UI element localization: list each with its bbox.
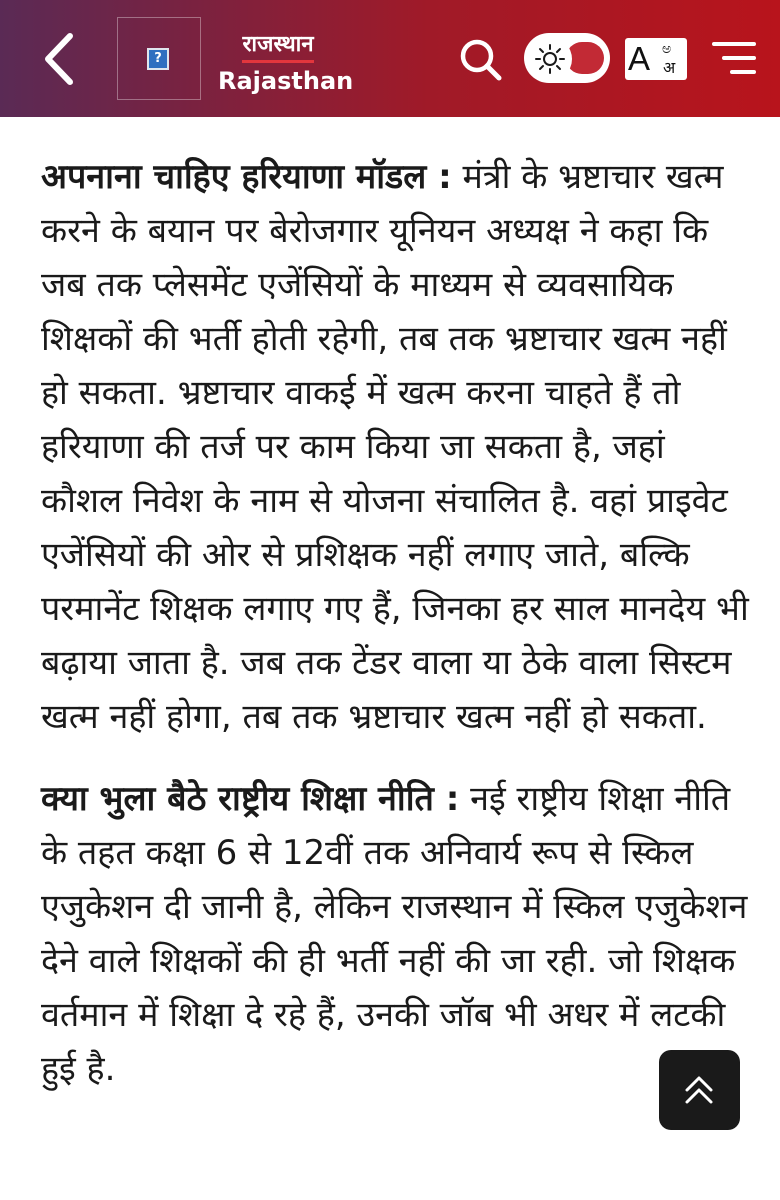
chevron-left-icon xyxy=(36,26,84,92)
menu-bar xyxy=(712,42,756,46)
back-button[interactable] xyxy=(36,26,84,92)
paragraph-heading: अपनाना चाहिए हरियाणा मॉडल : xyxy=(41,157,452,197)
edition-name-english[interactable]: Rajasthan xyxy=(218,67,354,95)
menu-bar xyxy=(722,56,756,60)
language-switch-button[interactable] xyxy=(625,38,687,80)
scroll-to-top-button[interactable] xyxy=(659,1050,740,1130)
theme-toggle[interactable] xyxy=(524,33,610,83)
menu-button[interactable] xyxy=(712,40,756,76)
sun-icon xyxy=(528,37,572,81)
article-paragraph xyxy=(41,150,753,744)
toggle-knob xyxy=(528,37,572,81)
paragraph-heading: क्या भुला बैठे राष्ट्रीय शिक्षा नीति : xyxy=(41,779,460,819)
menu-bar xyxy=(730,70,756,74)
paragraph-text: नई राष्ट्रीय शिक्षा नीति के तहत कक्षा 6 से 12वीं तक अनिवार्य रूप से स्किल एजुकेशन दी जानी है, लेकिन राजस्थान में स्किल एजुकेशन देने वाले शिक्षकों की ही भर्ती नहीं की जा रही. जो शिक्षक वर्तमान में शिक्षा दे रहे हैं, उनकी जॉब भी अधर में लटकी हुई है. xyxy=(41,779,748,1089)
logo-placeholder-icon: ? xyxy=(147,48,169,70)
double-chevron-up-icon xyxy=(659,1050,740,1130)
article-body xyxy=(41,150,753,1124)
paragraph-text: मंत्री के भ्रष्टाचार खत्म करने के बयान पर बेरोजगार यूनियन अध्यक्ष ने कहा कि जब तक प्लेसमेंट एजेंसियों के माध्यम से व्यवसायिक शिक्षकों की भर्ती होती रहेगी, तब तक भ्रष्टाचार खत्म नहीं हो सकता. भ्रष्टाचार वाकई में खत्म करना चाहते हैं तो हरियाणा की तर्ज पर काम किया जा सकता है, जहां कौशल निवेश के नाम से योजना संचालित है. वहां प्राइवेट एजेंसियों की ओर से प्रशिक्षक नहीं लगाए जाते, बल्कि परमानेंट शिक्षक लगाए गए हैं, जिनका हर साल मानदेय भी बढ़ाया जाता है. जब तक टेंडर वाला या ठेके वाला सिस्टम खत्म नहीं होगा, तब तक भ्रष्टाचार खत्म नहीं हो सकता. xyxy=(41,157,749,737)
language-latin-glyph: A xyxy=(628,40,651,77)
search-icon xyxy=(458,37,504,83)
language-hindi-glyph: अ xyxy=(663,58,676,77)
edition-name-hindi[interactable]: राजस्थान xyxy=(218,31,338,63)
publication-logo[interactable] xyxy=(117,17,201,100)
app-header xyxy=(0,0,780,117)
article-paragraph xyxy=(41,772,753,1096)
search-button[interactable] xyxy=(458,37,504,83)
language-kannada-glyph: ಅ xyxy=(662,41,672,57)
